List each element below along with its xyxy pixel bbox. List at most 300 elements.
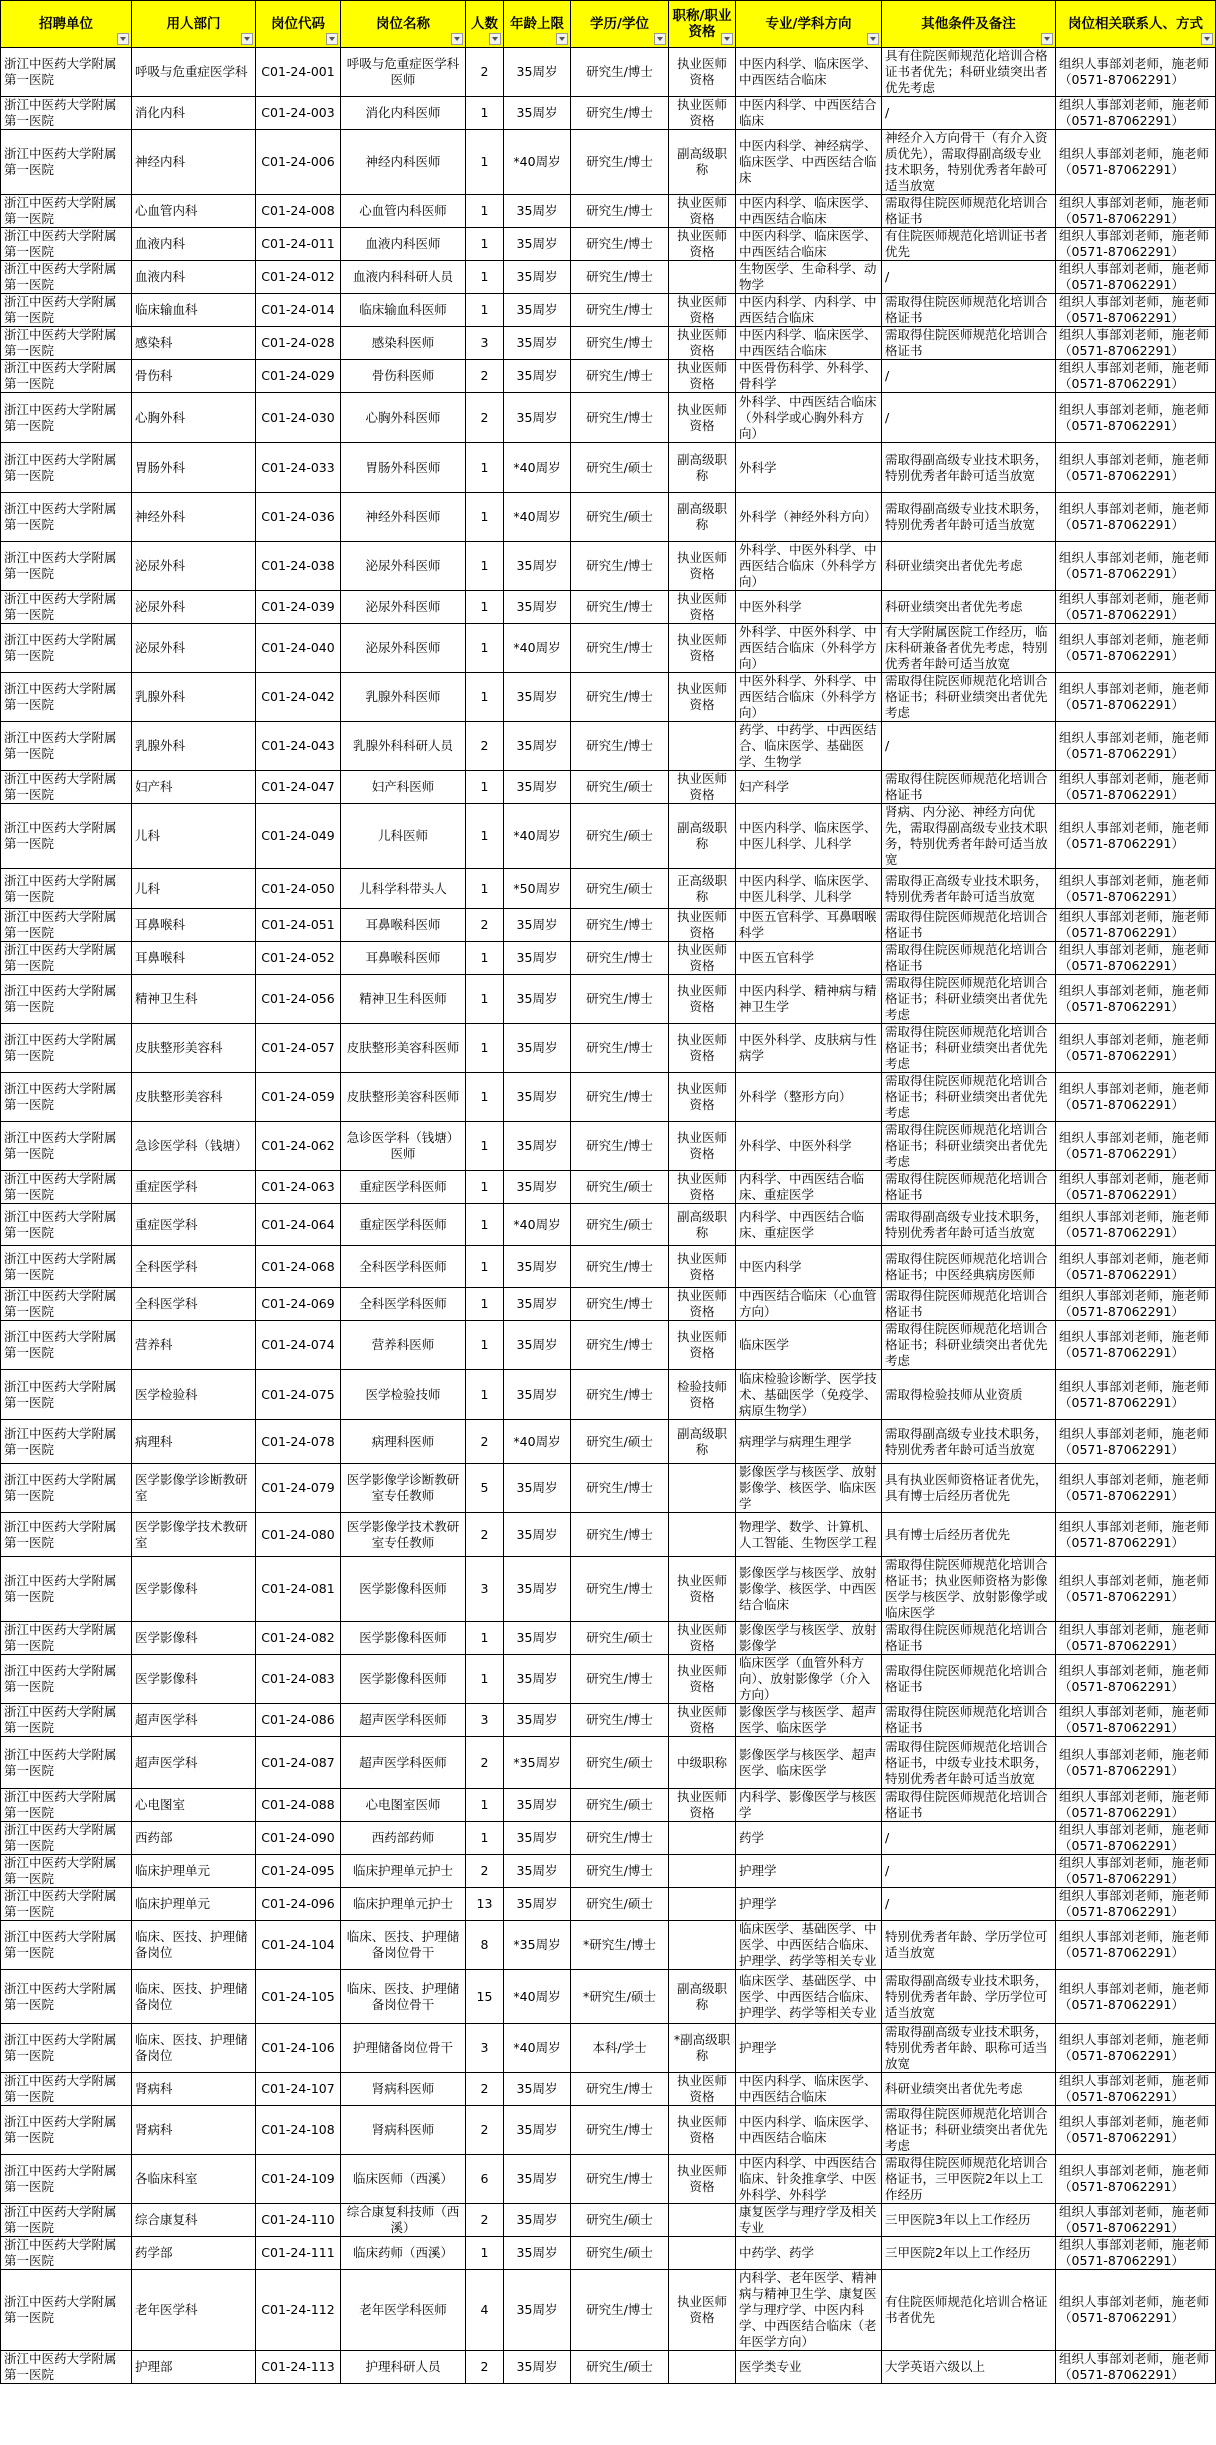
- cell-major[interactable]: 中医内科学: [736, 1246, 882, 1288]
- cell-title[interactable]: 执业医师资格: [669, 1288, 736, 1321]
- cell-contact[interactable]: 组织人事部刘老师，施老师（0571-87062291）: [1056, 261, 1216, 294]
- cell-post-code[interactable]: C01-24-074: [256, 1321, 341, 1370]
- cell-unit[interactable]: 浙江中医药大学附属第一医院: [1, 393, 132, 443]
- cell-title[interactable]: 检验技师资格: [669, 1370, 736, 1420]
- cell-age-limit[interactable]: *40周岁: [504, 493, 571, 542]
- cell-department[interactable]: 心血管内科: [132, 195, 256, 228]
- cell-degree[interactable]: 研究生/博士: [571, 294, 669, 327]
- cell-degree[interactable]: 研究生/博士: [571, 327, 669, 360]
- cell-post-name[interactable]: 西药部药师: [341, 1822, 466, 1855]
- cell-contact[interactable]: 组织人事部刘老师，施老师（0571-87062291）: [1056, 1246, 1216, 1288]
- cell-title[interactable]: 执业医师资格: [669, 2106, 736, 2155]
- header-major[interactable]: 专业/学科方向: [736, 1, 882, 48]
- cell-post-code[interactable]: C01-24-042: [256, 673, 341, 722]
- cell-department[interactable]: 护理部: [132, 2351, 256, 2384]
- cell-title[interactable]: 副高级职称: [669, 130, 736, 195]
- cell-post-code[interactable]: C01-24-069: [256, 1288, 341, 1321]
- cell-contact[interactable]: 组织人事部刘老师，施老师（0571-87062291）: [1056, 1622, 1216, 1655]
- cell-major[interactable]: 外科学、中医外科学、中西医结合临床（外科学方向）: [736, 542, 882, 591]
- cell-remarks[interactable]: 需取得住院医师规范化培训合格证书，三甲医院2年以上工作经历: [882, 2155, 1056, 2204]
- cell-post-name[interactable]: 心血管内科医师: [341, 195, 466, 228]
- cell-count[interactable]: 1: [466, 443, 504, 493]
- cell-count[interactable]: 2: [466, 2204, 504, 2237]
- cell-department[interactable]: 神经内科: [132, 130, 256, 195]
- cell-unit[interactable]: 浙江中医药大学附属第一医院: [1, 942, 132, 975]
- cell-post-code[interactable]: C01-24-030: [256, 393, 341, 443]
- cell-count[interactable]: 1: [466, 869, 504, 909]
- cell-contact[interactable]: 组织人事部刘老师，施老师（0571-87062291）: [1056, 624, 1216, 673]
- cell-post-code[interactable]: C01-24-008: [256, 195, 341, 228]
- cell-title[interactable]: 执业医师资格: [669, 942, 736, 975]
- cell-contact[interactable]: 组织人事部刘老师，施老师（0571-87062291）: [1056, 1073, 1216, 1122]
- cell-contact[interactable]: 组织人事部刘老师，施老师（0571-87062291）: [1056, 1420, 1216, 1464]
- cell-remarks[interactable]: 需取得住院医师规范化培训合格证书: [882, 1655, 1056, 1704]
- cell-contact[interactable]: 组织人事部刘老师，施老师（0571-87062291）: [1056, 294, 1216, 327]
- cell-unit[interactable]: 浙江中医药大学附属第一医院: [1, 542, 132, 591]
- cell-major[interactable]: 内科学、影像医学与核医学: [736, 1789, 882, 1822]
- cell-degree[interactable]: 研究生/博士: [571, 1513, 669, 1557]
- cell-post-code[interactable]: C01-24-075: [256, 1370, 341, 1420]
- filter-dropdown-icon[interactable]: [654, 33, 666, 45]
- cell-age-limit[interactable]: 35周岁: [504, 1513, 571, 1557]
- cell-post-code[interactable]: C01-24-096: [256, 1888, 341, 1921]
- cell-degree[interactable]: 研究生/博士: [571, 1073, 669, 1122]
- cell-post-name[interactable]: 肾病科医师: [341, 2106, 466, 2155]
- cell-remarks[interactable]: /: [882, 97, 1056, 130]
- cell-title[interactable]: [669, 1855, 736, 1888]
- cell-title[interactable]: 副高级职称: [669, 1204, 736, 1246]
- cell-unit[interactable]: 浙江中医药大学附属第一医院: [1, 591, 132, 624]
- cell-post-code[interactable]: C01-24-057: [256, 1024, 341, 1073]
- cell-remarks[interactable]: 需取得住院医师规范化培训合格证书；科研业绩突出者优先考虑: [882, 975, 1056, 1024]
- cell-department[interactable]: 骨伤科: [132, 360, 256, 393]
- cell-major[interactable]: 中医内科学、临床医学、中医儿科学、儿科学: [736, 804, 882, 869]
- cell-post-code[interactable]: C01-24-062: [256, 1122, 341, 1171]
- cell-department[interactable]: 医学影像科: [132, 1622, 256, 1655]
- cell-post-code[interactable]: C01-24-039: [256, 591, 341, 624]
- cell-post-code[interactable]: C01-24-012: [256, 261, 341, 294]
- cell-title[interactable]: 执业医师资格: [669, 1622, 736, 1655]
- cell-age-limit[interactable]: *40周岁: [504, 2024, 571, 2073]
- cell-post-code[interactable]: C01-24-014: [256, 294, 341, 327]
- cell-department[interactable]: 感染科: [132, 327, 256, 360]
- cell-unit[interactable]: 浙江中医药大学附属第一医院: [1, 1888, 132, 1921]
- cell-age-limit[interactable]: 35周岁: [504, 1122, 571, 1171]
- filter-dropdown-icon[interactable]: [556, 33, 568, 45]
- cell-major[interactable]: 中医五官科学、耳鼻咽喉科学: [736, 909, 882, 942]
- cell-major[interactable]: 中医五官科学: [736, 942, 882, 975]
- cell-post-code[interactable]: C01-24-078: [256, 1420, 341, 1464]
- cell-post-name[interactable]: 儿科学科带头人: [341, 869, 466, 909]
- cell-major[interactable]: 中医内科学、精神病与精神卫生学: [736, 975, 882, 1024]
- cell-age-limit[interactable]: *40周岁: [504, 443, 571, 493]
- cell-count[interactable]: 1: [466, 130, 504, 195]
- cell-post-code[interactable]: C01-24-079: [256, 1464, 341, 1513]
- cell-degree[interactable]: 研究生/博士: [571, 542, 669, 591]
- cell-contact[interactable]: 组织人事部刘老师，施老师（0571-87062291）: [1056, 591, 1216, 624]
- cell-degree[interactable]: 研究生/博士: [571, 1370, 669, 1420]
- cell-degree[interactable]: 研究生/硕士: [571, 771, 669, 804]
- cell-department[interactable]: 胃肠外科: [132, 443, 256, 493]
- cell-degree[interactable]: 研究生/博士: [571, 1321, 669, 1370]
- cell-post-code[interactable]: C01-24-059: [256, 1073, 341, 1122]
- cell-contact[interactable]: 组织人事部刘老师，施老师（0571-87062291）: [1056, 1789, 1216, 1822]
- cell-contact[interactable]: 组织人事部刘老师，施老师（0571-87062291）: [1056, 1513, 1216, 1557]
- cell-major[interactable]: 中医内科学、临床医学、中西医结合临床: [736, 327, 882, 360]
- cell-post-name[interactable]: 耳鼻喉科医师: [341, 942, 466, 975]
- cell-unit[interactable]: 浙江中医药大学附属第一医院: [1, 261, 132, 294]
- cell-contact[interactable]: 组织人事部刘老师，施老师（0571-87062291）: [1056, 1321, 1216, 1370]
- cell-unit[interactable]: 浙江中医药大学附属第一医院: [1, 1321, 132, 1370]
- cell-contact[interactable]: 组织人事部刘老师，施老师（0571-87062291）: [1056, 1024, 1216, 1073]
- cell-unit[interactable]: 浙江中医药大学附属第一医院: [1, 1246, 132, 1288]
- cell-title[interactable]: 副高级职称: [669, 1420, 736, 1464]
- cell-degree[interactable]: 研究生/硕士: [571, 1171, 669, 1204]
- cell-degree[interactable]: 研究生/博士: [571, 228, 669, 261]
- cell-degree[interactable]: 研究生/博士: [571, 1704, 669, 1737]
- cell-major[interactable]: 外科学: [736, 443, 882, 493]
- cell-title[interactable]: 执业医师资格: [669, 48, 736, 97]
- cell-major[interactable]: 影像医学与核医学、放射影像学: [736, 1622, 882, 1655]
- cell-post-code[interactable]: C01-24-040: [256, 624, 341, 673]
- cell-post-code[interactable]: C01-24-064: [256, 1204, 341, 1246]
- cell-remarks[interactable]: /: [882, 1822, 1056, 1855]
- cell-post-name[interactable]: 泌尿外科医师: [341, 542, 466, 591]
- cell-department[interactable]: 全科医学科: [132, 1246, 256, 1288]
- cell-degree[interactable]: 研究生/博士: [571, 360, 669, 393]
- cell-count[interactable]: 1: [466, 1246, 504, 1288]
- cell-contact[interactable]: 组织人事部刘老师，施老师（0571-87062291）: [1056, 542, 1216, 591]
- cell-count[interactable]: 1: [466, 591, 504, 624]
- cell-title[interactable]: 执业医师资格: [669, 542, 736, 591]
- cell-department[interactable]: 综合康复科: [132, 2204, 256, 2237]
- cell-unit[interactable]: 浙江中医药大学附属第一医院: [1, 1370, 132, 1420]
- cell-post-code[interactable]: C01-24-108: [256, 2106, 341, 2155]
- cell-department[interactable]: 医学检验科: [132, 1370, 256, 1420]
- cell-post-name[interactable]: 医学影像学诊断教研室专任教师: [341, 1464, 466, 1513]
- cell-age-limit[interactable]: 35周岁: [504, 1024, 571, 1073]
- cell-count[interactable]: 15: [466, 1970, 504, 2024]
- cell-age-limit[interactable]: 35周岁: [504, 327, 571, 360]
- cell-post-name[interactable]: 心胸外科医师: [341, 393, 466, 443]
- cell-age-limit[interactable]: 35周岁: [504, 673, 571, 722]
- cell-post-name[interactable]: 临床护理单元护士: [341, 1855, 466, 1888]
- cell-age-limit[interactable]: 35周岁: [504, 1622, 571, 1655]
- cell-count[interactable]: 1: [466, 1122, 504, 1171]
- cell-count[interactable]: 8: [466, 1921, 504, 1970]
- cell-department[interactable]: 临床输血科: [132, 294, 256, 327]
- cell-major[interactable]: 影像医学与核医学、超声医学、临床医学: [736, 1737, 882, 1789]
- filter-dropdown-icon[interactable]: [241, 33, 253, 45]
- cell-title[interactable]: 执业医师资格: [669, 1789, 736, 1822]
- cell-remarks[interactable]: 有住院医师规范化培训合格证书者优先: [882, 2270, 1056, 2351]
- cell-major[interactable]: 影像医学与核医学、超声医学、临床医学: [736, 1704, 882, 1737]
- cell-degree[interactable]: 研究生/博士: [571, 1122, 669, 1171]
- cell-degree[interactable]: 研究生/博士: [571, 2270, 669, 2351]
- cell-unit[interactable]: 浙江中医药大学附属第一医院: [1, 1655, 132, 1704]
- cell-post-code[interactable]: C01-24-003: [256, 97, 341, 130]
- cell-title[interactable]: [669, 1464, 736, 1513]
- cell-major[interactable]: 药学: [736, 1822, 882, 1855]
- cell-degree[interactable]: 研究生/博士: [571, 975, 669, 1024]
- cell-contact[interactable]: 组织人事部刘老师，施老师（0571-87062291）: [1056, 393, 1216, 443]
- cell-remarks[interactable]: 科研业绩突出者优先考虑: [882, 542, 1056, 591]
- cell-age-limit[interactable]: 35周岁: [504, 1888, 571, 1921]
- cell-count[interactable]: 1: [466, 1655, 504, 1704]
- header-count[interactable]: 人数: [466, 1, 504, 48]
- cell-remarks[interactable]: 需取得住院医师规范化培训合格证书；科研业绩突出者优先考虑: [882, 1073, 1056, 1122]
- cell-post-name[interactable]: 乳腺外科医师: [341, 673, 466, 722]
- cell-age-limit[interactable]: 35周岁: [504, 48, 571, 97]
- cell-title[interactable]: 执业医师资格: [669, 2073, 736, 2106]
- cell-degree[interactable]: 研究生/硕士: [571, 869, 669, 909]
- cell-degree[interactable]: 研究生/博士: [571, 2073, 669, 2106]
- cell-department[interactable]: 临床、医技、护理储备岗位: [132, 1921, 256, 1970]
- cell-post-name[interactable]: 临床、医技、护理储备岗位骨干: [341, 1921, 466, 1970]
- filter-dropdown-icon[interactable]: [1041, 33, 1053, 45]
- cell-post-name[interactable]: 骨伤科医师: [341, 360, 466, 393]
- cell-unit[interactable]: 浙江中医药大学附属第一医院: [1, 1171, 132, 1204]
- cell-count[interactable]: 1: [466, 1321, 504, 1370]
- cell-major[interactable]: 中医外科学: [736, 591, 882, 624]
- cell-degree[interactable]: 研究生/博士: [571, 1024, 669, 1073]
- cell-title[interactable]: 执业医师资格: [669, 673, 736, 722]
- cell-age-limit[interactable]: *40周岁: [504, 804, 571, 869]
- cell-contact[interactable]: 组织人事部刘老师，施老师（0571-87062291）: [1056, 1704, 1216, 1737]
- cell-age-limit[interactable]: 35周岁: [504, 542, 571, 591]
- cell-degree[interactable]: 本科/学士: [571, 2024, 669, 2073]
- cell-contact[interactable]: 组织人事部刘老师，施老师（0571-87062291）: [1056, 2204, 1216, 2237]
- cell-age-limit[interactable]: 35周岁: [504, 2270, 571, 2351]
- cell-major[interactable]: 临床检验诊断学、医学技术、基础医学（免疫学、病原生物学）: [736, 1370, 882, 1420]
- cell-unit[interactable]: 浙江中医药大学附属第一医院: [1, 1557, 132, 1622]
- cell-department[interactable]: 临床、医技、护理储备岗位: [132, 2024, 256, 2073]
- cell-post-code[interactable]: C01-24-036: [256, 493, 341, 542]
- cell-count[interactable]: 2: [466, 48, 504, 97]
- cell-major[interactable]: 外科学（整形方向）: [736, 1073, 882, 1122]
- cell-remarks[interactable]: 需取得住院医师规范化培训合格证书；科研业绩突出者优先考虑: [882, 1321, 1056, 1370]
- cell-remarks[interactable]: 需取得住院医师规范化培训合格证书: [882, 909, 1056, 942]
- cell-degree[interactable]: 研究生/博士: [571, 1464, 669, 1513]
- cell-department[interactable]: 医学影像科: [132, 1557, 256, 1622]
- cell-title[interactable]: 中级职称: [669, 1737, 736, 1789]
- cell-post-name[interactable]: 泌尿外科医师: [341, 624, 466, 673]
- cell-major[interactable]: 妇产科学: [736, 771, 882, 804]
- cell-department[interactable]: 医学影像学诊断教研室: [132, 1464, 256, 1513]
- cell-remarks[interactable]: 需取得住院医师规范化培训合格证书: [882, 1622, 1056, 1655]
- cell-age-limit[interactable]: 35周岁: [504, 1464, 571, 1513]
- cell-post-code[interactable]: C01-24-081: [256, 1557, 341, 1622]
- cell-major[interactable]: 内科学、中西医结合临床、重症医学: [736, 1171, 882, 1204]
- cell-remarks[interactable]: 需取得住院医师规范化培训合格证书；中医经典病房医师: [882, 1246, 1056, 1288]
- cell-unit[interactable]: 浙江中医药大学附属第一医院: [1, 443, 132, 493]
- cell-post-name[interactable]: 儿科医师: [341, 804, 466, 869]
- cell-department[interactable]: 泌尿外科: [132, 624, 256, 673]
- cell-contact[interactable]: 组织人事部刘老师，施老师（0571-87062291）: [1056, 48, 1216, 97]
- cell-department[interactable]: 医学影像科: [132, 1655, 256, 1704]
- cell-contact[interactable]: 组织人事部刘老师，施老师（0571-87062291）: [1056, 228, 1216, 261]
- cell-department[interactable]: 急诊医学科（钱塘）: [132, 1122, 256, 1171]
- cell-department[interactable]: 西药部: [132, 1822, 256, 1855]
- cell-contact[interactable]: 组织人事部刘老师，施老师（0571-87062291）: [1056, 975, 1216, 1024]
- cell-major[interactable]: 药学、中药学、中西医结合、临床医学、基础医学、生物学: [736, 722, 882, 771]
- cell-count[interactable]: 2: [466, 722, 504, 771]
- cell-count[interactable]: 4: [466, 2270, 504, 2351]
- cell-age-limit[interactable]: 35周岁: [504, 1246, 571, 1288]
- cell-age-limit[interactable]: *40周岁: [504, 624, 571, 673]
- cell-department[interactable]: 医学影像学技术教研室: [132, 1513, 256, 1557]
- cell-major[interactable]: 影像医学与核医学、放射影像学、核医学、中西医结合临床: [736, 1557, 882, 1622]
- cell-department[interactable]: 泌尿外科: [132, 542, 256, 591]
- cell-title[interactable]: 执业医师资格: [669, 1557, 736, 1622]
- cell-count[interactable]: 1: [466, 261, 504, 294]
- cell-post-code[interactable]: C01-24-051: [256, 909, 341, 942]
- cell-post-name[interactable]: 综合康复科技师（西溪）: [341, 2204, 466, 2237]
- cell-remarks[interactable]: 需取得住院医师规范化培训合格证书: [882, 294, 1056, 327]
- cell-title[interactable]: 执业医师资格: [669, 1024, 736, 1073]
- cell-major[interactable]: 康复医学与理疗学及相关专业: [736, 2204, 882, 2237]
- cell-title[interactable]: 执业医师资格: [669, 1246, 736, 1288]
- cell-post-name[interactable]: 神经内科医师: [341, 130, 466, 195]
- cell-remarks[interactable]: /: [882, 722, 1056, 771]
- cell-count[interactable]: 1: [466, 1789, 504, 1822]
- cell-remarks[interactable]: 需取得住院医师规范化培训合格证书: [882, 942, 1056, 975]
- cell-remarks[interactable]: /: [882, 1888, 1056, 1921]
- cell-unit[interactable]: 浙江中医药大学附属第一医院: [1, 2351, 132, 2384]
- filter-dropdown-icon[interactable]: [721, 33, 733, 45]
- cell-remarks[interactable]: 需取得住院医师规范化培训合格证书: [882, 1704, 1056, 1737]
- cell-contact[interactable]: 组织人事部刘老师，施老师（0571-87062291）: [1056, 1921, 1216, 1970]
- cell-department[interactable]: 耳鼻喉科: [132, 942, 256, 975]
- cell-department[interactable]: 临床护理单元: [132, 1888, 256, 1921]
- cell-degree[interactable]: 研究生/硕士: [571, 443, 669, 493]
- cell-contact[interactable]: 组织人事部刘老师，施老师（0571-87062291）: [1056, 97, 1216, 130]
- cell-department[interactable]: 超声医学科: [132, 1704, 256, 1737]
- cell-count[interactable]: 1: [466, 2237, 504, 2270]
- cell-post-code[interactable]: C01-24-113: [256, 2351, 341, 2384]
- cell-major[interactable]: 中医内科学、临床医学、中西医结合临床: [736, 48, 882, 97]
- cell-remarks[interactable]: 需取得住院医师规范化培训合格证书；科研业绩突出者优先考虑: [882, 1122, 1056, 1171]
- cell-post-name[interactable]: 皮肤整形美容科医师: [341, 1073, 466, 1122]
- cell-count[interactable]: 2: [466, 1420, 504, 1464]
- cell-department[interactable]: 老年医学科: [132, 2270, 256, 2351]
- cell-degree[interactable]: 研究生/博士: [571, 1557, 669, 1622]
- cell-unit[interactable]: 浙江中医药大学附属第一医院: [1, 624, 132, 673]
- cell-age-limit[interactable]: 35周岁: [504, 2155, 571, 2204]
- cell-contact[interactable]: 组织人事部刘老师，施老师（0571-87062291）: [1056, 1288, 1216, 1321]
- cell-unit[interactable]: 浙江中医药大学附属第一医院: [1, 2073, 132, 2106]
- cell-age-limit[interactable]: 35周岁: [504, 1321, 571, 1370]
- cell-department[interactable]: 超声医学科: [132, 1737, 256, 1789]
- cell-post-name[interactable]: 耳鼻喉科医师: [341, 909, 466, 942]
- cell-major[interactable]: 外科学（神经外科方向）: [736, 493, 882, 542]
- cell-degree[interactable]: 研究生/博士: [571, 2106, 669, 2155]
- cell-major[interactable]: 中医骨伤科学、外科学、骨科学: [736, 360, 882, 393]
- cell-post-name[interactable]: 临床护理单元护士: [341, 1888, 466, 1921]
- cell-post-code[interactable]: C01-24-033: [256, 443, 341, 493]
- cell-remarks[interactable]: 需取得住院医师规范化培训合格证书: [882, 1789, 1056, 1822]
- cell-contact[interactable]: 组织人事部刘老师，施老师（0571-87062291）: [1056, 722, 1216, 771]
- cell-count[interactable]: 2: [466, 909, 504, 942]
- cell-remarks[interactable]: 需取得副高级专业技术职务，特别优秀者年龄可适当放宽: [882, 1420, 1056, 1464]
- cell-contact[interactable]: 组织人事部刘老师，施老师（0571-87062291）: [1056, 1655, 1216, 1704]
- cell-remarks[interactable]: 神经介入方向骨干（有介入资质优先），需取得副高级专业技术职务，特别优秀者年龄可适当放宽: [882, 130, 1056, 195]
- cell-title[interactable]: 执业医师资格: [669, 195, 736, 228]
- cell-major[interactable]: 中医内科学、临床医学、中西医结合临床: [736, 195, 882, 228]
- cell-remarks[interactable]: 有大学附属医院工作经历，临床科研兼备者优先考虑，特别优秀者年龄可适当放宽: [882, 624, 1056, 673]
- cell-department[interactable]: 营养科: [132, 1321, 256, 1370]
- cell-age-limit[interactable]: 35周岁: [504, 1822, 571, 1855]
- cell-post-name[interactable]: 重症医学科医师: [341, 1171, 466, 1204]
- cell-post-code[interactable]: C01-24-104: [256, 1921, 341, 1970]
- cell-post-code[interactable]: C01-24-006: [256, 130, 341, 195]
- cell-major[interactable]: 外科学、中医外科学、中西医结合临床（外科学方向）: [736, 624, 882, 673]
- cell-count[interactable]: 1: [466, 1204, 504, 1246]
- cell-unit[interactable]: 浙江中医药大学附属第一医院: [1, 195, 132, 228]
- cell-count[interactable]: 1: [466, 1073, 504, 1122]
- cell-post-name[interactable]: 营养科医师: [341, 1321, 466, 1370]
- cell-title[interactable]: 执业医师资格: [669, 327, 736, 360]
- cell-unit[interactable]: 浙江中医药大学附属第一医院: [1, 493, 132, 542]
- cell-post-name[interactable]: 皮肤整形美容科医师: [341, 1024, 466, 1073]
- cell-major[interactable]: 中医内科学、中西医结合临床: [736, 97, 882, 130]
- cell-degree[interactable]: 研究生/博士: [571, 1855, 669, 1888]
- cell-post-code[interactable]: C01-24-105: [256, 1970, 341, 2024]
- cell-age-limit[interactable]: 35周岁: [504, 1855, 571, 1888]
- cell-contact[interactable]: 组织人事部刘老师，施老师（0571-87062291）: [1056, 909, 1216, 942]
- cell-count[interactable]: 1: [466, 294, 504, 327]
- cell-degree[interactable]: 研究生/硕士: [571, 1888, 669, 1921]
- cell-age-limit[interactable]: *50周岁: [504, 869, 571, 909]
- cell-count[interactable]: 1: [466, 228, 504, 261]
- cell-post-code[interactable]: C01-24-088: [256, 1789, 341, 1822]
- cell-degree[interactable]: *研究生/硕士: [571, 1970, 669, 2024]
- cell-contact[interactable]: 组织人事部刘老师，施老师（0571-87062291）: [1056, 2024, 1216, 2073]
- cell-remarks[interactable]: 需取得住院医师规范化培训合格证书；科研业绩突出者优先考虑: [882, 2106, 1056, 2155]
- cell-department[interactable]: 全科医学科: [132, 1288, 256, 1321]
- cell-count[interactable]: 1: [466, 975, 504, 1024]
- cell-title[interactable]: 执业医师资格: [669, 294, 736, 327]
- cell-degree[interactable]: *研究生/博士: [571, 1921, 669, 1970]
- cell-age-limit[interactable]: 35周岁: [504, 228, 571, 261]
- cell-age-limit[interactable]: *35周岁: [504, 1737, 571, 1789]
- cell-unit[interactable]: 浙江中医药大学附属第一医院: [1, 1737, 132, 1789]
- cell-degree[interactable]: 研究生/博士: [571, 673, 669, 722]
- cell-title[interactable]: 执业医师资格: [669, 1073, 736, 1122]
- cell-unit[interactable]: 浙江中医药大学附属第一医院: [1, 722, 132, 771]
- filter-dropdown-icon[interactable]: [1201, 33, 1213, 45]
- cell-major[interactable]: 病理学与病理生理学: [736, 1420, 882, 1464]
- cell-unit[interactable]: 浙江中医药大学附属第一医院: [1, 130, 132, 195]
- cell-post-code[interactable]: C01-24-011: [256, 228, 341, 261]
- cell-count[interactable]: 1: [466, 1622, 504, 1655]
- cell-major[interactable]: 生物医学、生命科学、动物学: [736, 261, 882, 294]
- header-title[interactable]: 职称/职业资格: [669, 1, 736, 48]
- cell-remarks[interactable]: 科研业绩突出者优先考虑: [882, 591, 1056, 624]
- cell-age-limit[interactable]: 35周岁: [504, 261, 571, 294]
- cell-department[interactable]: 肾病科: [132, 2106, 256, 2155]
- cell-remarks[interactable]: 需取得住院医师规范化培训合格证书，中级专业技术职务，特别优秀者年龄可适当放宽: [882, 1737, 1056, 1789]
- cell-title[interactable]: [669, 1822, 736, 1855]
- cell-count[interactable]: 3: [466, 1704, 504, 1737]
- cell-post-code[interactable]: C01-24-080: [256, 1513, 341, 1557]
- cell-contact[interactable]: 组织人事部刘老师，施老师（0571-87062291）: [1056, 130, 1216, 195]
- cell-title[interactable]: 执业医师资格: [669, 2155, 736, 2204]
- cell-count[interactable]: 1: [466, 1370, 504, 1420]
- cell-unit[interactable]: 浙江中医药大学附属第一医院: [1, 1024, 132, 1073]
- cell-age-limit[interactable]: *40周岁: [504, 130, 571, 195]
- cell-major[interactable]: 中医内科学、神经病学、临床医学、中西医结合临床: [736, 130, 882, 195]
